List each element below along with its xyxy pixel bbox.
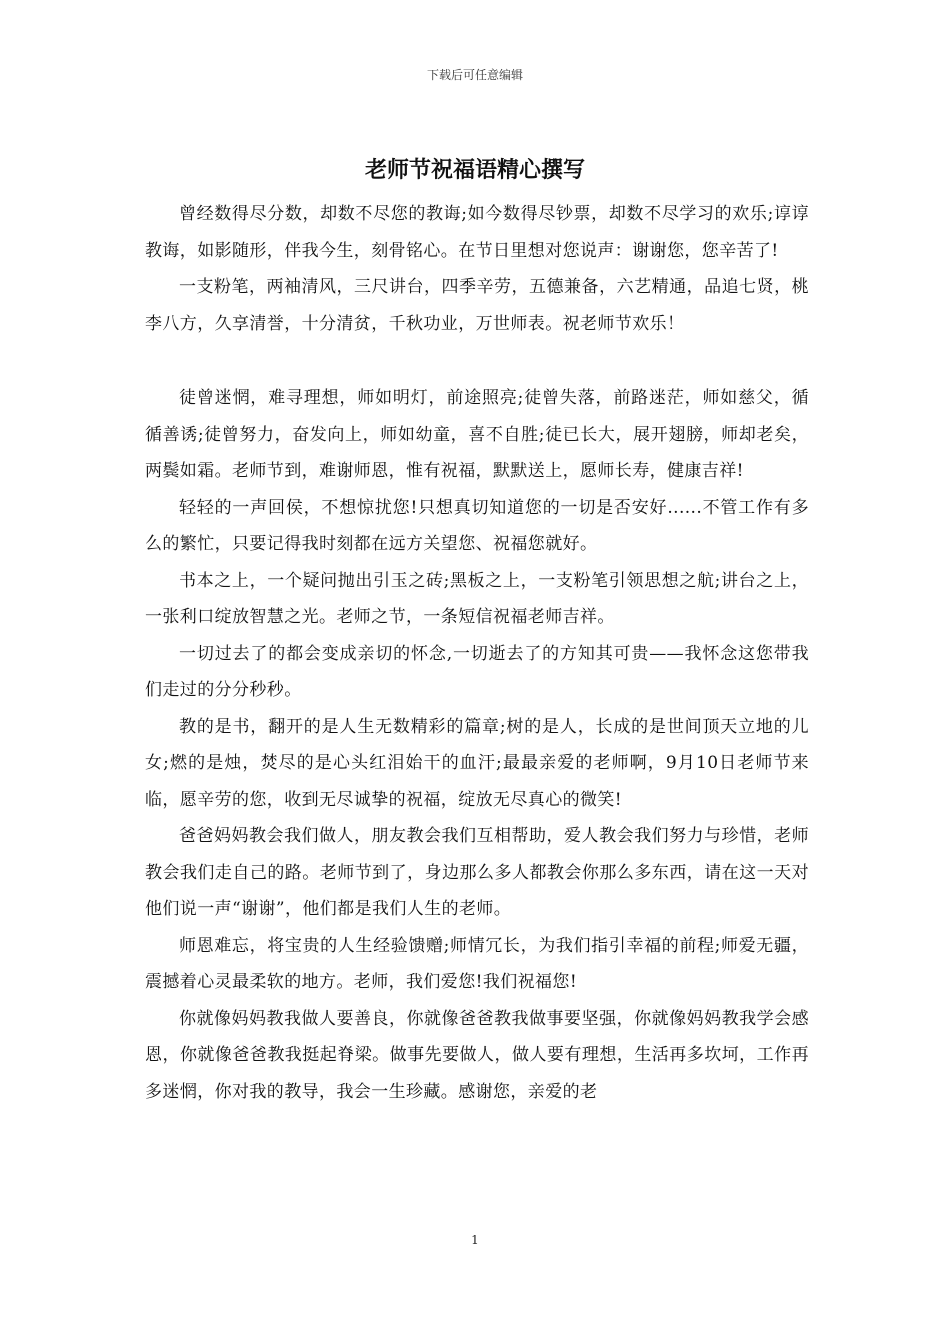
paragraph: 徒曾迷惘，难寻理想，师如明灯，前途照亮;徒曾失落，前路迷茫，师如慈父，循循善诱;徒曾努力，奋发向上，师如幼童，喜不自胜;徒已长大，展开翅膀，师却老矣，两鬓如霜。老师节到，难谢师恩，惟有祝福，默默送上，愿师长寿，健康吉祥!: [145, 388, 809, 481]
paragraph: 书本之上，一个疑问抛出引玉之砖;黑板之上，一支粉笔引领思想之航;讲台之上，一张利口绽放智慧之光。老师之节，一条短信祝福老师吉祥。: [145, 570, 809, 627]
paragraph: 曾经数得尽分数，却数不尽您的教诲;如今数得尽钞票，却数不尽学习的欢乐;谆谆教诲，如影随形，伴我今生，刻骨铭心。在节日里想对您说声：谢谢您，您辛苦了!: [145, 204, 809, 261]
paragraph: 爸爸妈妈教会我们做人，朋友教会我们互相帮助，爱人教会我们努力与珍惜，老师教会我们走自己的路。老师节到了，身边那么多人都教会你那么多东西，请在这一天对他们说一声“谢谢”，他们都是我们人生的老师。: [145, 826, 809, 919]
paragraph: 一支粉笔，两袖清风，三尺讲台，四季辛劳，五德兼备，六艺精通，品追七贤，桃李八方，久享清誉，十分清贫，千秋功业，万世师表。祝老师节欢乐！: [145, 277, 809, 334]
paragraph: 师恩难忘，将宝贵的人生经验馈赠;师情冗长，为我们指引幸福的前程;师爱无疆，震撼着心灵最柔软的地方。老师，我们爱您!我们祝福您!: [145, 935, 809, 992]
paragraph: 教的是书，翻开的是人生无数精彩的篇章;树的是人，长成的是世间顶天立地的儿女;燃的是烛，焚尽的是心头红泪始干的血汗;最最亲爱的老师啊，9月10日老师节来临，愿辛劳的您，收到无尽诚挚的祝福，绽放无尽真心的微笑!: [145, 716, 809, 810]
header-note: 下载后可任意编辑: [426, 68, 523, 82]
paragraph: 你就像妈妈教我做人要善良，你就像爸爸教我做事要坚强，你就像妈妈教我学会感恩，你就像爸爸教我挺起脊梁。做事先要做人，做人要有理想，生活再多坎坷，工作再多迷惘，你对我的教导，我会一生珍藏。感谢您，亲爱的老: [145, 1008, 809, 1102]
paragraph: 一切过去了的都会变成亲切的怀念,一切逝去了的方知其可贵——我怀念这您带我们走过的分分秒秒。: [145, 643, 809, 700]
document-title: 老师节祝福语精心撰写: [364, 157, 585, 183]
paragraph: 轻轻的一声回侯，不想惊扰您!只想真切知道您的一切是否安好......不管工作有多么的繁忙，只要记得我时刻都在远方关望您、祝福您就好。: [145, 497, 809, 554]
document-body: [145, 196, 809, 1110]
page-number: 1: [471, 1233, 479, 1247]
